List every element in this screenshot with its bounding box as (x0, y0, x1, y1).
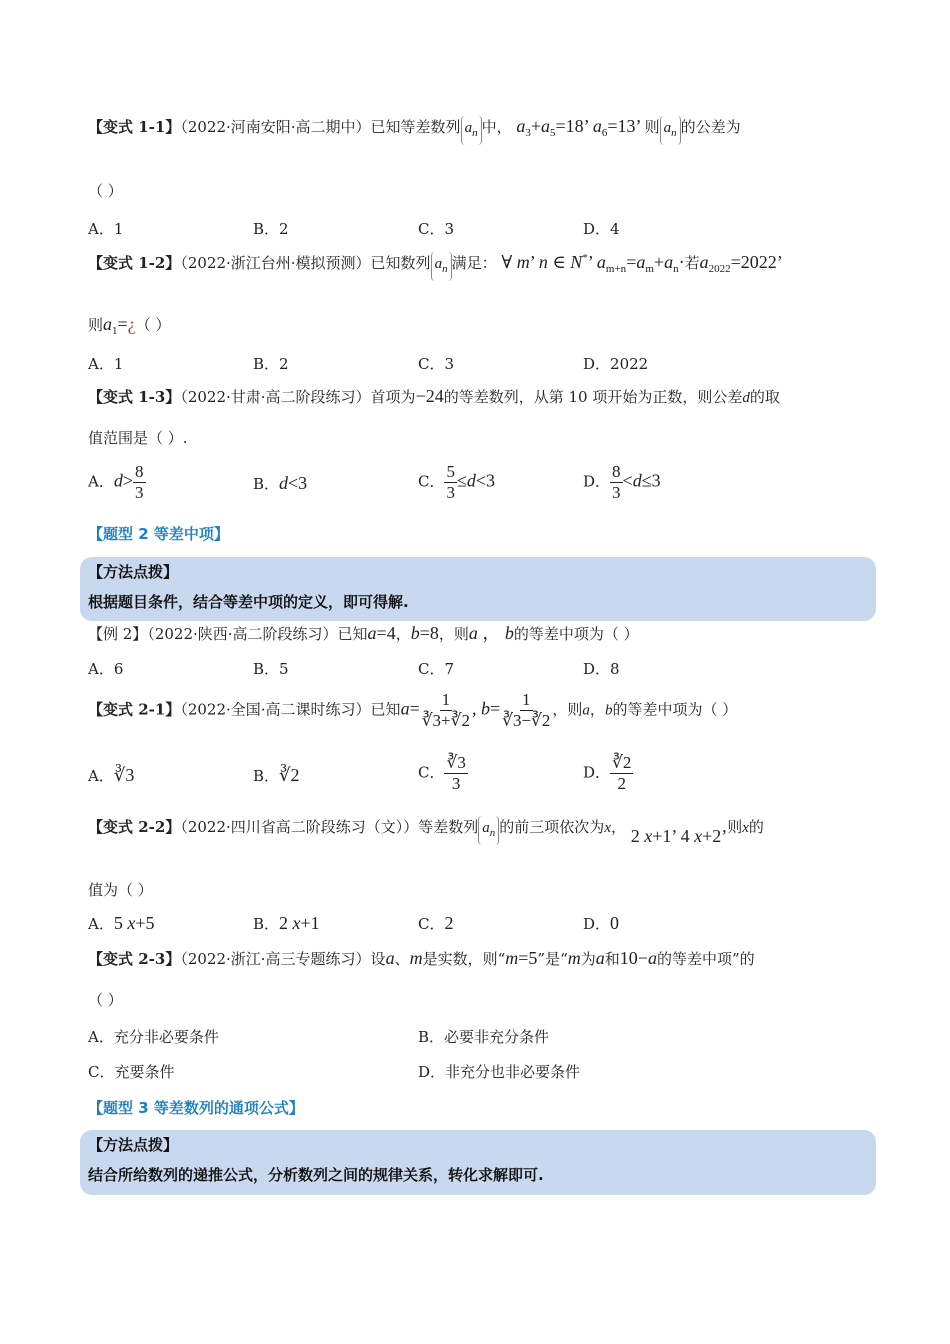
q-2-3-text5: 为 (580, 950, 596, 968)
q-1-2-text: 已知数列 (370, 254, 431, 272)
ex-2-label: 【例 2】 (88, 625, 148, 643)
q-1-2-opt-a: A．1 (88, 355, 124, 373)
q-2-3-line1: 【变式 2-3】（2022·浙江·高三专题练习）设a、m是实数，则“m=5”是“m为a和10−a的等差中项”的 (88, 948, 755, 968)
q-2-2-opt-c (418, 913, 453, 934)
q-2-2-text3: 则 (727, 818, 743, 836)
opt-prefix: D． (583, 915, 611, 933)
q-2-3-source: （2022·浙江·高三专题练习） (180, 950, 371, 968)
q-1-1-paren: （ ） (88, 182, 123, 200)
opt-val: 0 (610, 913, 620, 933)
seq-an: $a_n$ (461, 116, 482, 145)
ex-2-opt-d: D．8 (583, 660, 620, 678)
method-label: 【方法点拨】 (88, 563, 179, 581)
q-1-2-cond4: $a_{2022}=2022$’ (699, 252, 783, 275)
opt-prefix: B． (253, 915, 280, 933)
q-2-1-line1: 【变式 2-1】（2022·全国·高二课时练习）已知a= $\frac{1}{∛3+∛2}$ , b= $\frac{1}{∛3-∛2}$ ，则a，b的等差中项为（ ） (88, 690, 738, 730)
q-1-3-opt-d: D． $\frac{8}{3}$ <d≤3 (583, 462, 661, 502)
q-2-2-text2: 的前三项依次为 (499, 818, 605, 836)
q-1-1-text2: 中， (481, 118, 512, 136)
opt-prefix: A． (88, 767, 114, 785)
q-1-1-text: 已知等差数列 (370, 118, 461, 136)
section-3-method-box (80, 1130, 876, 1195)
q-2-3-opt-c: C．充要条件 (88, 1063, 175, 1081)
q-1-3-source: （2022·甘肃·高二阶段练习） (180, 388, 371, 406)
q-1-2-source: （2022·浙江台州·模拟预测） (180, 254, 371, 272)
q-2-3-text7: 的等差中项”的 (656, 950, 755, 968)
q-1-3-var: d (742, 390, 750, 406)
q-2-2-line1: 【变式 2-2】（2022·四川省高二阶段练习（文））等差数列 $a_n$ 的前三项依次为x， 2 x+1’ 4 x+2’则x的 (88, 818, 764, 846)
opt-b-prefix: B． (253, 475, 280, 493)
q-1-3-line1 (88, 386, 780, 407)
q-1-1-opt-b: B．2 (253, 220, 289, 238)
q-1-2-opt-d: D．2022 (583, 355, 649, 373)
ex-2-text2: ，则 (438, 625, 469, 643)
q-1-2-line2 (88, 314, 170, 337)
q-2-2-label: 【变式 2-2】 (88, 818, 181, 836)
q-2-3-text: 设 (370, 950, 386, 968)
q-2-3-text2: 、 (394, 950, 410, 968)
opt-c-prefix: C． (418, 472, 445, 491)
q-1-2-paren: （ ） (135, 316, 171, 334)
q-2-3-label: 【变式 2-3】 (88, 950, 181, 968)
q-1-3-opt-a: A．d> $\frac{8}{3}$ (88, 462, 144, 502)
opt-prefix: C． (418, 915, 445, 933)
q-1-1-text4: 的公差为 (680, 118, 741, 136)
q-2-2-text: 等差数列 (418, 818, 479, 836)
q-1-1-opt-d: D．4 (583, 220, 620, 238)
ex-2-opt-c: C．7 (418, 660, 455, 678)
q-1-3-label: 【变式 1-3】 (88, 388, 181, 406)
q-2-2-opt-b: B．2 x+1 (253, 913, 320, 933)
ex-2-eq2: b=8 (410, 623, 439, 643)
q-1-1-opt-c: C．3 (418, 220, 455, 238)
q-1-3-opt-c: C． $\frac{5}{3}$ ≤d<3 (418, 462, 496, 502)
q-1-2-line1 (88, 252, 783, 281)
q-1-3-val: −24 (415, 386, 444, 406)
method-label: 【方法点拨】 (88, 1136, 179, 1154)
method-text: 根据题目条件，结合等差中项的定义，即可得解. (88, 593, 409, 611)
q-1-1-opt-a: A．1 (88, 220, 124, 238)
q-1-3-text2: 的等差数列，从第 10 项开始为正数，则公差 (443, 388, 743, 406)
q-1-2-text4: 则 (88, 316, 104, 334)
q-2-2-text4: 的 (748, 818, 764, 836)
q-1-3-opt-b: B．d<3 (253, 473, 308, 493)
q-2-2-terms: 2 x+1’ 4 x+2’ (630, 826, 728, 846)
ex-2-ab: a ， b (468, 623, 514, 643)
q-2-1-opt-c: C． $\frac{∛3}{3}$ (418, 753, 466, 793)
section-2-method-box (80, 557, 876, 621)
q-1-2-a1: $a_1=¿$ (103, 314, 136, 337)
q-2-3-paren: （ ） (88, 991, 123, 1009)
q-1-1-source: （2022·河南安阳·高二期中） (180, 118, 371, 136)
ex-2-text3: 的等差中项为（ ） (513, 625, 639, 643)
q-1-2-opt-c: C．3 (418, 355, 455, 373)
q-2-1-text: 已知 (370, 700, 401, 719)
q-1-1-text3: 则 (644, 118, 660, 136)
ex-2-opt-b: B．5 (253, 660, 289, 678)
q-1-3-line2: 值范围是（ ）. (88, 429, 188, 447)
q-1-1-line1 (88, 116, 741, 145)
q-2-1-opt-b: B．∛2 (253, 765, 300, 785)
q-2-3-text3: 是实数，则“ (422, 950, 506, 968)
q-2-1-opt-d: D． $\frac{∛2}{2}$ (583, 753, 632, 793)
q-2-2-source: （2022·四川省高二阶段练习（文）） (180, 818, 419, 836)
seq-an-3: $a_n$ (431, 252, 452, 281)
ex-2-source: （2022·陕西·高二阶段练习） (147, 625, 338, 643)
ex-2-opt-a: A．6 (88, 660, 124, 678)
q-2-1-text3: 的等差中项为（ ） (612, 700, 738, 719)
q-2-2-opt-d (583, 913, 619, 934)
q-2-1-label: 【变式 2-1】 (88, 700, 181, 719)
q-2-1-opt-a: A．∛3 (88, 765, 135, 785)
seq-an-4: $a_n$ (478, 816, 499, 845)
q-2-2-opt-a: A．5 x+5 (88, 913, 155, 933)
opt-a-prefix: A． (88, 472, 114, 491)
seq-an-2: $a_n$ (660, 116, 681, 145)
q-2-2-line2: 值为（ ） (88, 881, 153, 899)
q-2-1-source: （2022·全国·高二课时练习） (180, 700, 371, 719)
q-1-2-text3: 若 (684, 254, 700, 272)
opt-prefix: B． (253, 767, 280, 785)
q-1-2-label: 【变式 1-2】 (88, 254, 181, 272)
q-1-1-label: 【变式 1-1】 (88, 118, 181, 136)
q-1-2-opt-b: B．2 (253, 355, 289, 373)
opt-prefix: D． (583, 763, 611, 782)
q-2-3-text4: ”是“ (537, 950, 568, 968)
section-3-title: 【题型 3 等差数列的通项公式】 (88, 1099, 304, 1117)
q-2-3-opt-b: B．必要非充分条件 (418, 1028, 550, 1046)
q-2-1-text2: ，则 (552, 700, 583, 719)
ex-2-line1: 【例 2】（2022·陕西·高二阶段练习）已知a=4，b=8，则a ， b的等差中项为（ ） (88, 623, 639, 643)
q-1-2-text2: 满足： (451, 254, 497, 272)
q-1-3-text3: 的取 (749, 388, 780, 406)
opt-d-prefix: D． (583, 472, 611, 491)
opt-prefix: C． (418, 763, 445, 782)
q-2-3-opt-a: A．充分非必要条件 (88, 1028, 219, 1046)
q-1-3-text: 首项为 (370, 388, 416, 406)
ex-2-text: 已知 (337, 625, 368, 643)
method-text: 结合所给数列的递推公式，分析数列之间的规律关系，转化求解即可. (88, 1166, 544, 1184)
opt-prefix: A． (88, 915, 114, 933)
q-2-3-text6: 和 (604, 950, 620, 968)
q-1-1-cond: $a_3+a_5=18$’ $a_6=13$’ (516, 116, 645, 139)
section-2-title: 【题型 2 等差中项】 (88, 525, 229, 543)
q-1-2-cond: ∀ m’ n ∈ N*’ $a_{m+n}=a_m+a_n\cdot$ (501, 252, 685, 275)
ex-2-eq1: a=4 (367, 623, 396, 643)
q-2-3-opt-d: D．非充分也非必要条件 (418, 1063, 581, 1081)
opt-val: 2 (444, 913, 454, 933)
